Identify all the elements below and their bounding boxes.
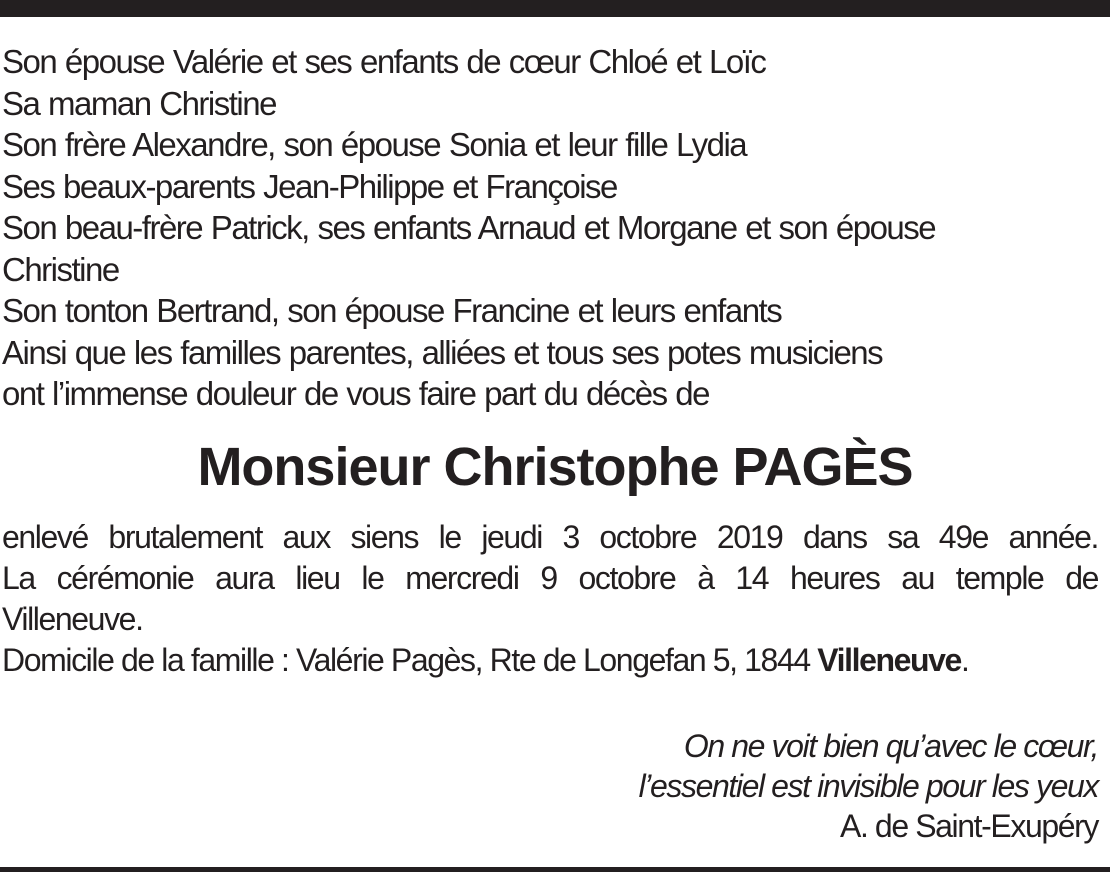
ceremony-line: La cérémonie aura lieu le mercredi 9 octobre à 14 heures au temple de [2,560,1098,596]
quote-line: On ne voit bien qu’avec le cœur, [683,728,1098,764]
address-suffix: . [960,642,969,678]
bottom-rule [0,867,1110,872]
family-line: Ainsi que les familles parentes, alliées et tous ses potes musiciens [2,333,883,371]
address-prefix: Domicile de la famille : Valérie Pagès, Rte de Longefan 5, 1844 [2,642,818,678]
family-list [2,41,1108,415]
family-line: ont l’immense douleur de vous faire part du décès de [2,375,709,412]
top-rule [0,0,1110,17]
address-line [2,640,1098,681]
quote-author: A. de Saint-Exupéry [840,808,1098,844]
family-line: Ses beaux-parents Jean-Philippe et Françoise [2,167,617,205]
family-line: Son frère Alexandre, son épouse Sonia et leur fille Lydia [2,126,747,163]
ceremony-place-line: Villeneuve. [2,601,143,637]
death-date-line: enlevé brutalement aux siens le jeudi 3 octobre 2019 dans sa 49e année. [2,519,1098,555]
family-line: Christine [2,250,119,288]
family-line: Son beau-frère Patrick, ses enfants Arnaud et Morgane et son épouse [2,209,936,246]
family-line: Son épouse Valérie et ses enfants de cœur Chloé et Loïc [2,43,766,80]
deceased-name: Monsieur Christophe PAGÈS [197,437,913,497]
family-line: Sa maman Christine [2,84,276,122]
quote-line: l’essentiel est invisible pour les yeux [638,768,1098,804]
details-block [2,517,1098,681]
quote-block [398,726,1098,846]
family-line: Son tonton Bertrand, son épouse Francine et leurs enfants [2,292,782,329]
address-town: Villeneuve [817,642,961,678]
